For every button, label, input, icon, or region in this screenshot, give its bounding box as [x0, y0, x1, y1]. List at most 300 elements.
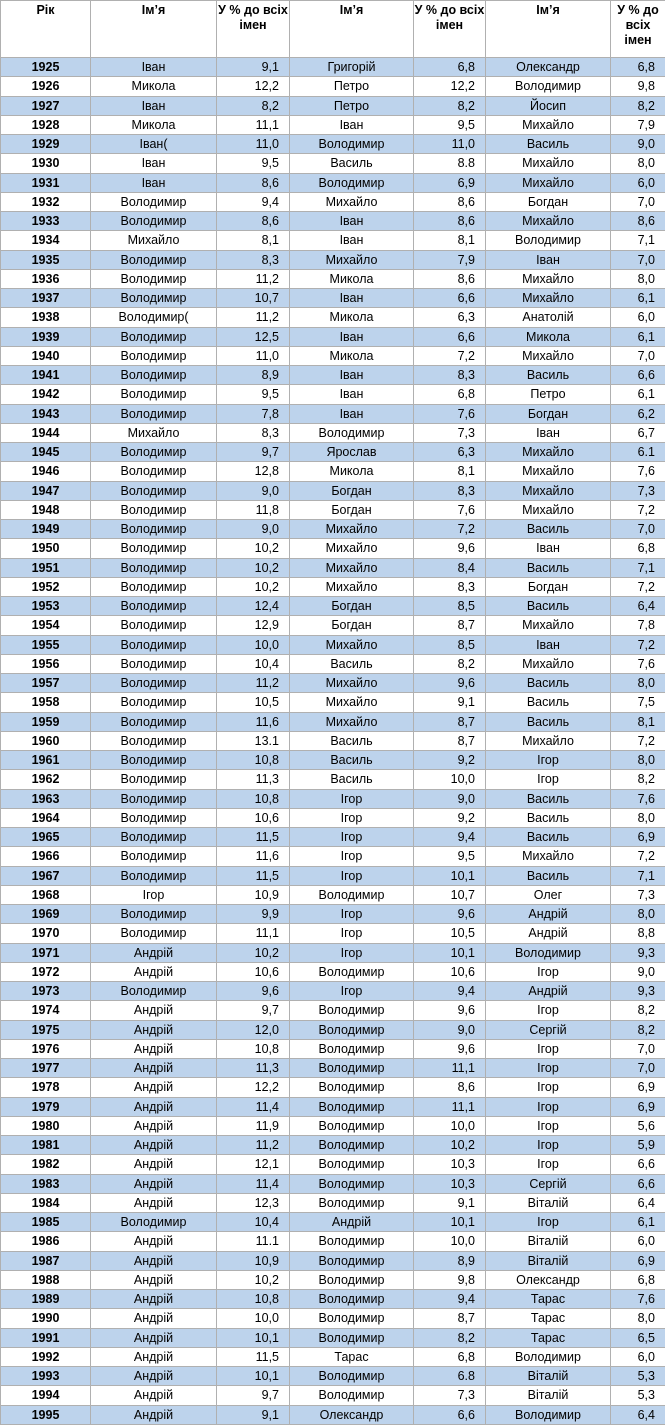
name-1-cell: Андрій [91, 1020, 217, 1039]
name-2-cell: Володимир [290, 135, 414, 154]
table-row [1, 731, 665, 750]
percent-1-cell: 9,7 [217, 443, 290, 462]
percent-1-cell: 9,7 [217, 1386, 290, 1405]
name-3-cell: Василь [486, 712, 611, 731]
name-3-cell: Ігор [486, 1039, 611, 1058]
percent-2-cell: 8,3 [414, 366, 486, 385]
name-2-cell: Василь [290, 654, 414, 673]
name-2-cell: Володимир [290, 1270, 414, 1289]
name-2-cell: Володимир [290, 1193, 414, 1212]
name-1-cell: Іван [91, 58, 217, 77]
year-cell: 1942 [1, 385, 91, 404]
table-row [1, 443, 665, 462]
year-cell: 1959 [1, 712, 91, 731]
table-row [1, 212, 665, 231]
percent-3-cell: 5,6 [611, 1116, 665, 1135]
year-cell: 1960 [1, 731, 91, 750]
percent-2-cell: 10,5 [414, 924, 486, 943]
name-3-cell: Іван [486, 635, 611, 654]
table-row [1, 674, 665, 693]
name-1-cell: Микола [91, 77, 217, 96]
percent-3-cell: 6,6 [611, 1155, 665, 1174]
percent-3-cell: 6,6 [611, 366, 665, 385]
table-body [1, 58, 665, 1425]
name-1-cell: Володимир [91, 654, 217, 673]
name-1-cell: Андрій [91, 1232, 217, 1251]
name-2-cell: Володимир [290, 962, 414, 981]
percent-3-cell: 7,5 [611, 693, 665, 712]
header-name-2: Ім’я [290, 1, 414, 58]
year-cell: 1989 [1, 1290, 91, 1309]
percent-2-cell: 9,1 [414, 693, 486, 712]
name-1-cell: Володимир [91, 789, 217, 808]
percent-2-cell: 6,3 [414, 443, 486, 462]
percent-1-cell: 10,8 [217, 1039, 290, 1058]
percent-2-cell: 6,8 [414, 58, 486, 77]
percent-3-cell: 9,3 [611, 943, 665, 962]
table-row [1, 385, 665, 404]
percent-3-cell: 6,9 [611, 1078, 665, 1097]
name-1-cell: Володимир [91, 404, 217, 423]
name-2-cell: Микола [290, 462, 414, 481]
name-2-cell: Ігор [290, 924, 414, 943]
name-2-cell: Володимир [290, 1059, 414, 1078]
percent-1-cell: 10,8 [217, 751, 290, 770]
name-1-cell: Володимир [91, 462, 217, 481]
percent-2-cell: 6,6 [414, 327, 486, 346]
name-3-cell: Михайло [486, 616, 611, 635]
percent-1-cell: 12,0 [217, 1020, 290, 1039]
name-3-cell: Михайло [486, 654, 611, 673]
name-1-cell: Володимир [91, 481, 217, 500]
percent-2-cell: 6,8 [414, 1347, 486, 1366]
percent-2-cell: 7,9 [414, 250, 486, 269]
name-1-cell: Володимир [91, 597, 217, 616]
name-3-cell: Володимир [486, 231, 611, 250]
percent-1-cell: 11,6 [217, 712, 290, 731]
name-1-cell: Володимир [91, 905, 217, 924]
name-2-cell: Ігор [290, 905, 414, 924]
percent-3-cell: 7,0 [611, 192, 665, 211]
percent-3-cell: 6,8 [611, 58, 665, 77]
percent-1-cell: 11,1 [217, 115, 290, 134]
table-row [1, 192, 665, 211]
percent-3-cell: 6,1 [611, 327, 665, 346]
percent-3-cell: 7,1 [611, 231, 665, 250]
name-2-cell: Михайло [290, 539, 414, 558]
percent-1-cell: 9,6 [217, 982, 290, 1001]
percent-3-cell: 6,5 [611, 1328, 665, 1347]
table-row [1, 1270, 665, 1289]
name-1-cell: Володимир [91, 558, 217, 577]
percent-3-cell: 7,0 [611, 346, 665, 365]
name-3-cell: Сергій [486, 1174, 611, 1193]
year-cell: 1951 [1, 558, 91, 577]
name-1-cell: Володимир [91, 616, 217, 635]
table-row [1, 635, 665, 654]
percent-3-cell: 6,8 [611, 1270, 665, 1289]
percent-3-cell: 7,0 [611, 250, 665, 269]
percent-3-cell: 7,3 [611, 885, 665, 904]
name-2-cell: Іван [290, 231, 414, 250]
name-1-cell: Андрій [91, 1059, 217, 1078]
year-cell: 1947 [1, 481, 91, 500]
table-row [1, 346, 665, 365]
percent-1-cell: 11,8 [217, 500, 290, 519]
name-3-cell: Віталій [486, 1232, 611, 1251]
percent-1-cell: 11,2 [217, 269, 290, 288]
year-cell: 1961 [1, 751, 91, 770]
percent-1-cell: 12,1 [217, 1155, 290, 1174]
name-2-cell: Олександр [290, 1405, 414, 1424]
percent-1-cell: 8,2 [217, 96, 290, 115]
name-2-cell: Володимир [290, 1174, 414, 1193]
year-cell: 1983 [1, 1174, 91, 1193]
percent-2-cell: 9,2 [414, 808, 486, 827]
table-row [1, 58, 665, 77]
name-1-cell: Володимир [91, 808, 217, 827]
name-2-cell: Володимир [290, 1251, 414, 1270]
percent-1-cell: 10,2 [217, 1270, 290, 1289]
year-cell: 1935 [1, 250, 91, 269]
header-percent-2: У % до всіх імен [414, 1, 486, 58]
percent-1-cell: 10,8 [217, 789, 290, 808]
year-cell: 1968 [1, 885, 91, 904]
name-2-cell: Іван [290, 404, 414, 423]
table-row [1, 520, 665, 539]
header-name-3: Ім’я [486, 1, 611, 58]
name-1-cell: Володимир [91, 385, 217, 404]
name-1-cell: Володимир [91, 674, 217, 693]
percent-1-cell: 12,8 [217, 462, 290, 481]
name-1-cell: Андрій [91, 1367, 217, 1386]
percent-3-cell: 7,0 [611, 1039, 665, 1058]
name-1-cell: Володимир [91, 539, 217, 558]
table-header [1, 1, 665, 58]
percent-1-cell: 10,2 [217, 558, 290, 577]
name-1-cell: Андрій [91, 1328, 217, 1347]
name-3-cell: Віталій [486, 1193, 611, 1212]
table-row [1, 366, 665, 385]
name-3-cell: Михайло [486, 481, 611, 500]
percent-2-cell: 9,4 [414, 1290, 486, 1309]
percent-2-cell: 8,7 [414, 616, 486, 635]
name-1-cell: Володимир [91, 770, 217, 789]
percent-3-cell: 7,2 [611, 577, 665, 596]
table-row [1, 597, 665, 616]
name-3-cell: Ігор [486, 751, 611, 770]
percent-3-cell: 9,0 [611, 962, 665, 981]
name-1-cell: Михайло [91, 423, 217, 442]
percent-2-cell: 8,6 [414, 192, 486, 211]
name-1-cell: Іван [91, 96, 217, 115]
name-2-cell: Ігор [290, 789, 414, 808]
name-3-cell: Микола [486, 327, 611, 346]
name-3-cell: Василь [486, 828, 611, 847]
percent-3-cell: 5,3 [611, 1367, 665, 1386]
year-cell: 1957 [1, 674, 91, 693]
percent-2-cell: 8,5 [414, 635, 486, 654]
percent-1-cell: 10,4 [217, 1213, 290, 1232]
percent-1-cell: 10,0 [217, 1309, 290, 1328]
table-row [1, 96, 665, 115]
percent-1-cell: 8,3 [217, 423, 290, 442]
percent-3-cell: 8,2 [611, 1020, 665, 1039]
year-cell: 1987 [1, 1251, 91, 1270]
year-cell: 1995 [1, 1405, 91, 1424]
year-cell: 1985 [1, 1213, 91, 1232]
year-cell: 1978 [1, 1078, 91, 1097]
name-3-cell: Ігор [486, 1213, 611, 1232]
percent-3-cell: 8,0 [611, 674, 665, 693]
year-cell: 1925 [1, 58, 91, 77]
year-cell: 1946 [1, 462, 91, 481]
name-2-cell: Андрій [290, 1213, 414, 1232]
name-2-cell: Володимир [290, 1232, 414, 1251]
table-row [1, 77, 665, 96]
year-cell: 1940 [1, 346, 91, 365]
percent-3-cell: 6,1 [611, 1213, 665, 1232]
year-cell: 1962 [1, 770, 91, 789]
name-2-cell: Михайло [290, 712, 414, 731]
name-1-cell: Андрій [91, 1386, 217, 1405]
name-1-cell: Андрій [91, 1078, 217, 1097]
name-3-cell: Володимир [486, 1347, 611, 1366]
year-cell: 1949 [1, 520, 91, 539]
name-2-cell: Володимир [290, 1097, 414, 1116]
percent-1-cell: 9,0 [217, 520, 290, 539]
percent-3-cell: 7,6 [611, 462, 665, 481]
name-1-cell: Іван [91, 173, 217, 192]
year-cell: 1993 [1, 1367, 91, 1386]
table-row [1, 1116, 665, 1135]
name-2-cell: Володимир [290, 1116, 414, 1135]
percent-3-cell: 7,6 [611, 1290, 665, 1309]
year-cell: 1943 [1, 404, 91, 423]
name-3-cell: Василь [486, 789, 611, 808]
name-1-cell: Іван( [91, 135, 217, 154]
name-3-cell: Богдан [486, 404, 611, 423]
year-cell: 1981 [1, 1136, 91, 1155]
name-3-cell: Олександр [486, 1270, 611, 1289]
percent-2-cell: 8,1 [414, 462, 486, 481]
name-3-cell: Василь [486, 693, 611, 712]
percent-3-cell: 7,3 [611, 481, 665, 500]
name-3-cell: Сергій [486, 1020, 611, 1039]
percent-1-cell: 8,1 [217, 231, 290, 250]
year-cell: 1927 [1, 96, 91, 115]
name-2-cell: Іван [290, 289, 414, 308]
table-row [1, 866, 665, 885]
name-2-cell: Василь [290, 751, 414, 770]
table-row [1, 135, 665, 154]
percent-1-cell: 9,1 [217, 1405, 290, 1424]
year-cell: 1952 [1, 577, 91, 596]
percent-1-cell: 9,7 [217, 1001, 290, 1020]
table-row [1, 327, 665, 346]
name-1-cell: Андрій [91, 962, 217, 981]
name-2-cell: Іван [290, 212, 414, 231]
name-1-cell: Володимир [91, 693, 217, 712]
year-cell: 1976 [1, 1039, 91, 1058]
percent-1-cell: 9,4 [217, 192, 290, 211]
percent-2-cell: 9,0 [414, 1020, 486, 1039]
name-2-cell: Володимир [290, 1001, 414, 1020]
table-row [1, 1136, 665, 1155]
percent-3-cell: 7,2 [611, 847, 665, 866]
year-cell: 1932 [1, 192, 91, 211]
percent-2-cell: 6,3 [414, 308, 486, 327]
name-1-cell: Володимир [91, 520, 217, 539]
name-1-cell: Михайло [91, 231, 217, 250]
header-year: Рік [1, 1, 91, 58]
percent-3-cell: 6,0 [611, 1232, 665, 1251]
percent-2-cell: 8.8 [414, 154, 486, 173]
percent-3-cell: 6,6 [611, 1174, 665, 1193]
name-2-cell: Михайло [290, 250, 414, 269]
percent-2-cell: 9,4 [414, 982, 486, 1001]
percent-1-cell: 8,6 [217, 173, 290, 192]
percent-3-cell: 6,9 [611, 828, 665, 847]
name-3-cell: Іван [486, 539, 611, 558]
percent-3-cell: 7,2 [611, 731, 665, 750]
percent-1-cell: 10,4 [217, 654, 290, 673]
name-1-cell: Володимир [91, 847, 217, 866]
name-1-cell: Андрій [91, 1270, 217, 1289]
name-2-cell: Володимир [290, 1078, 414, 1097]
name-3-cell: Михайло [486, 269, 611, 288]
name-1-cell: Володимир [91, 250, 217, 269]
table-row [1, 269, 665, 288]
name-2-cell: Ігор [290, 866, 414, 885]
percent-2-cell: 12,2 [414, 77, 486, 96]
table-row [1, 1367, 665, 1386]
percent-1-cell: 10,2 [217, 577, 290, 596]
name-2-cell: Володимир [290, 1386, 414, 1405]
name-1-cell: Андрій [91, 1116, 217, 1135]
percent-3-cell: 7,9 [611, 115, 665, 134]
name-2-cell: Тарас [290, 1347, 414, 1366]
name-2-cell: Володимир [290, 173, 414, 192]
name-2-cell: Ігор [290, 847, 414, 866]
year-cell: 1939 [1, 327, 91, 346]
percent-1-cell: 10,7 [217, 289, 290, 308]
percent-1-cell: 11,3 [217, 770, 290, 789]
year-cell: 1982 [1, 1155, 91, 1174]
percent-3-cell: 8,6 [611, 212, 665, 231]
name-1-cell: Володимир [91, 731, 217, 750]
percent-1-cell: 10,9 [217, 1251, 290, 1270]
table-row [1, 558, 665, 577]
name-3-cell: Петро [486, 385, 611, 404]
percent-2-cell: 10,0 [414, 770, 486, 789]
name-1-cell: Андрій [91, 1347, 217, 1366]
percent-1-cell: 11,4 [217, 1097, 290, 1116]
percent-2-cell: 11,1 [414, 1059, 486, 1078]
percent-2-cell: 6,6 [414, 1405, 486, 1424]
percent-2-cell: 8,2 [414, 654, 486, 673]
percent-3-cell: 7,1 [611, 558, 665, 577]
year-cell: 1972 [1, 962, 91, 981]
name-3-cell: Володимир [486, 77, 611, 96]
name-1-cell: Андрій [91, 1251, 217, 1270]
percent-1-cell: 10,9 [217, 885, 290, 904]
name-3-cell: Андрій [486, 924, 611, 943]
percent-2-cell: 9,2 [414, 751, 486, 770]
name-2-cell: Володимир [290, 1290, 414, 1309]
percent-1-cell: 11.1 [217, 1232, 290, 1251]
percent-1-cell: 11,0 [217, 346, 290, 365]
table-row [1, 404, 665, 423]
percent-1-cell: 10,2 [217, 943, 290, 962]
percent-3-cell: 8,2 [611, 1001, 665, 1020]
percent-2-cell: 6.8 [414, 1367, 486, 1386]
name-1-cell: Андрій [91, 1309, 217, 1328]
percent-3-cell: 8,2 [611, 96, 665, 115]
name-3-cell: Михайло [486, 173, 611, 192]
name-1-cell: Андрій [91, 1405, 217, 1424]
name-1-cell: Володимир [91, 327, 217, 346]
name-2-cell: Михайло [290, 558, 414, 577]
year-cell: 1950 [1, 539, 91, 558]
table-row [1, 943, 665, 962]
percent-3-cell: 6,4 [611, 1193, 665, 1212]
percent-2-cell: 8,2 [414, 96, 486, 115]
name-1-cell: Володимир [91, 828, 217, 847]
table-row [1, 905, 665, 924]
year-cell: 1969 [1, 905, 91, 924]
name-3-cell: Михайло [486, 115, 611, 134]
table-row [1, 1251, 665, 1270]
name-3-cell: Андрій [486, 905, 611, 924]
percent-3-cell: 8,0 [611, 154, 665, 173]
percent-3-cell: 8,0 [611, 1309, 665, 1328]
year-cell: 1966 [1, 847, 91, 866]
percent-3-cell: 7,0 [611, 520, 665, 539]
name-1-cell: Володимир [91, 635, 217, 654]
table-row [1, 1078, 665, 1097]
name-2-cell: Михайло [290, 577, 414, 596]
name-2-cell: Ярослав [290, 443, 414, 462]
percent-1-cell: 11,9 [217, 1116, 290, 1135]
year-cell: 1984 [1, 1193, 91, 1212]
name-2-cell: Петро [290, 77, 414, 96]
percent-2-cell: 11,1 [414, 1097, 486, 1116]
name-3-cell: Віталій [486, 1367, 611, 1386]
name-1-cell: Андрій [91, 1155, 217, 1174]
percent-1-cell: 10,6 [217, 808, 290, 827]
percent-1-cell: 12,4 [217, 597, 290, 616]
table-row [1, 654, 665, 673]
percent-1-cell: 10,6 [217, 962, 290, 981]
name-1-cell: Володимир [91, 366, 217, 385]
percent-2-cell: 9,6 [414, 1039, 486, 1058]
table-row [1, 577, 665, 596]
name-3-cell: Михайло [486, 847, 611, 866]
name-1-cell: Андрій [91, 1193, 217, 1212]
name-1-cell: Володимир [91, 751, 217, 770]
name-2-cell: Василь [290, 731, 414, 750]
name-3-cell: Михайло [486, 731, 611, 750]
table-row [1, 1232, 665, 1251]
year-cell: 1970 [1, 924, 91, 943]
name-1-cell: Володимир [91, 982, 217, 1001]
name-3-cell: Віталій [486, 1251, 611, 1270]
table-row [1, 308, 665, 327]
percent-1-cell: 10,5 [217, 693, 290, 712]
table-row [1, 1001, 665, 1020]
name-2-cell: Богдан [290, 500, 414, 519]
